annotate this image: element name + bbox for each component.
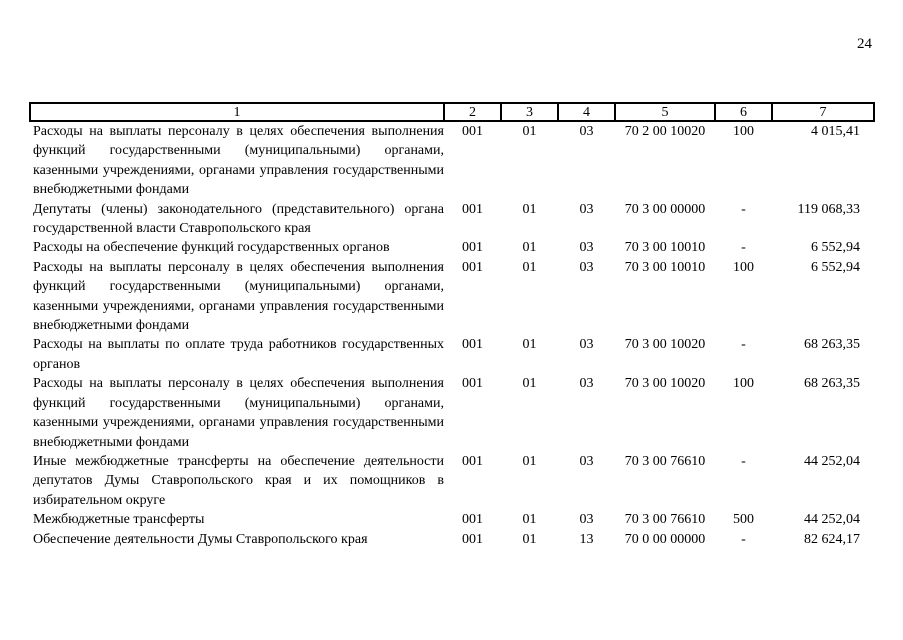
subsection-code: 03 — [579, 240, 594, 256]
expense-type-code: 100 — [733, 376, 754, 392]
target-article-code: 70 3 00 10020 — [624, 337, 706, 353]
amount: 68 263,35 — [804, 376, 860, 392]
table-row — [30, 510, 874, 529]
column-header: 7 — [772, 103, 874, 121]
ministry-code: 001 — [462, 531, 483, 547]
table-row — [30, 452, 874, 510]
column-header: 2 — [444, 103, 501, 121]
column-header: 4 — [558, 103, 615, 121]
table-row — [30, 374, 874, 452]
target-article-code: 70 3 00 10010 — [624, 259, 706, 275]
column-header: 5 — [615, 103, 715, 121]
subsection-code: 03 — [579, 337, 594, 353]
expense-type-code: 100 — [733, 259, 754, 275]
section-code: 01 — [522, 337, 537, 353]
subsection-code: 03 — [579, 201, 594, 217]
table-header-row — [30, 103, 874, 121]
page-number: 24 — [857, 36, 872, 52]
subsection-code: 03 — [579, 259, 594, 275]
section-code: 01 — [522, 531, 537, 547]
expense-type-code: - — [741, 201, 746, 217]
table-row — [30, 121, 874, 200]
amount: 68 263,35 — [804, 337, 860, 353]
target-article-code: 70 3 00 00000 — [624, 201, 706, 217]
column-header: 3 — [501, 103, 558, 121]
section-code: 01 — [522, 453, 537, 469]
expense-name: Расходы на выплаты персоналу в целях обеспечения выполнения функций государственными (муниципальными) органами, казенными учреждениями, органами управления государственными внебюджетными фондами — [33, 376, 444, 450]
expense-type-code: - — [741, 453, 746, 469]
amount: 44 252,04 — [804, 512, 860, 528]
ministry-code: 001 — [462, 512, 483, 528]
expense-name: Расходы на выплаты персоналу в целях обеспечения выполнения функций государственными (муниципальными) органами, казенными учреждениями, органами управления государственными внебюджетными фондами — [33, 124, 444, 198]
amount: 6 552,94 — [811, 240, 860, 256]
subsection-code: 03 — [579, 124, 594, 139]
expense-type-code: 500 — [733, 512, 754, 528]
expense-name: Депутаты (члены) законодательного (представительного) органа государственной власти Ставропольского края — [33, 201, 444, 237]
target-article-code: 70 2 00 10020 — [624, 124, 706, 139]
expense-name: Обеспечение деятельности Думы Ставропольского края — [33, 531, 368, 547]
target-article-code: 70 3 00 10020 — [624, 376, 706, 392]
ministry-code: 001 — [462, 259, 483, 275]
expense-type-code: 100 — [733, 124, 754, 139]
expense-type-code: - — [741, 531, 746, 547]
section-code: 01 — [522, 124, 537, 139]
ministry-code: 001 — [462, 201, 483, 217]
table-row — [30, 200, 874, 239]
section-code: 01 — [522, 512, 537, 528]
amount: 6 552,94 — [811, 259, 860, 275]
expense-type-code: - — [741, 337, 746, 353]
column-header: 1 — [30, 103, 444, 121]
target-article-code: 70 0 00 00000 — [624, 531, 706, 547]
amount: 4 015,41 — [811, 124, 860, 139]
section-code: 01 — [522, 201, 537, 217]
subsection-code: 03 — [579, 376, 594, 392]
target-article-code: 70 3 00 76610 — [624, 512, 706, 528]
ministry-code: 001 — [462, 337, 483, 353]
subsection-code: 03 — [579, 512, 594, 528]
expense-name: Расходы на обеспечение функций государственных органов — [33, 240, 390, 256]
section-code: 01 — [522, 240, 537, 256]
amount: 119 068,33 — [797, 201, 860, 217]
table-row — [30, 335, 874, 374]
column-header: 6 — [715, 103, 772, 121]
expense-name: Иные межбюджетные трансферты на обеспечение деятельности депутатов Думы Ставропольского края и их помощников в избирательном округе — [33, 453, 444, 508]
table-row — [30, 530, 874, 549]
amount: 82 624,17 — [804, 531, 860, 547]
subsection-code: 03 — [579, 453, 594, 469]
expense-type-code: - — [741, 240, 746, 256]
expense-name: Расходы на выплаты персоналу в целях обеспечения выполнения функций государственными (муниципальными) органами, казенными учреждениями, органами управления государственными внебюджетными фондами — [33, 259, 444, 334]
ministry-code: 001 — [462, 376, 483, 392]
budget-table — [29, 102, 875, 549]
table-row — [30, 258, 874, 336]
section-code: 01 — [522, 376, 537, 392]
amount: 44 252,04 — [804, 453, 860, 469]
expense-name: Межбюджетные трансферты — [33, 512, 205, 528]
target-article-code: 70 3 00 10010 — [624, 240, 706, 256]
target-article-code: 70 3 00 76610 — [624, 453, 706, 469]
expense-name: Расходы на выплаты по оплате труда работников государственных органов — [33, 337, 444, 372]
subsection-code: 13 — [579, 531, 594, 547]
table-row — [30, 238, 874, 257]
ministry-code: 001 — [462, 240, 483, 256]
ministry-code: 001 — [462, 124, 483, 139]
section-code: 01 — [522, 259, 537, 275]
ministry-code: 001 — [462, 453, 483, 469]
